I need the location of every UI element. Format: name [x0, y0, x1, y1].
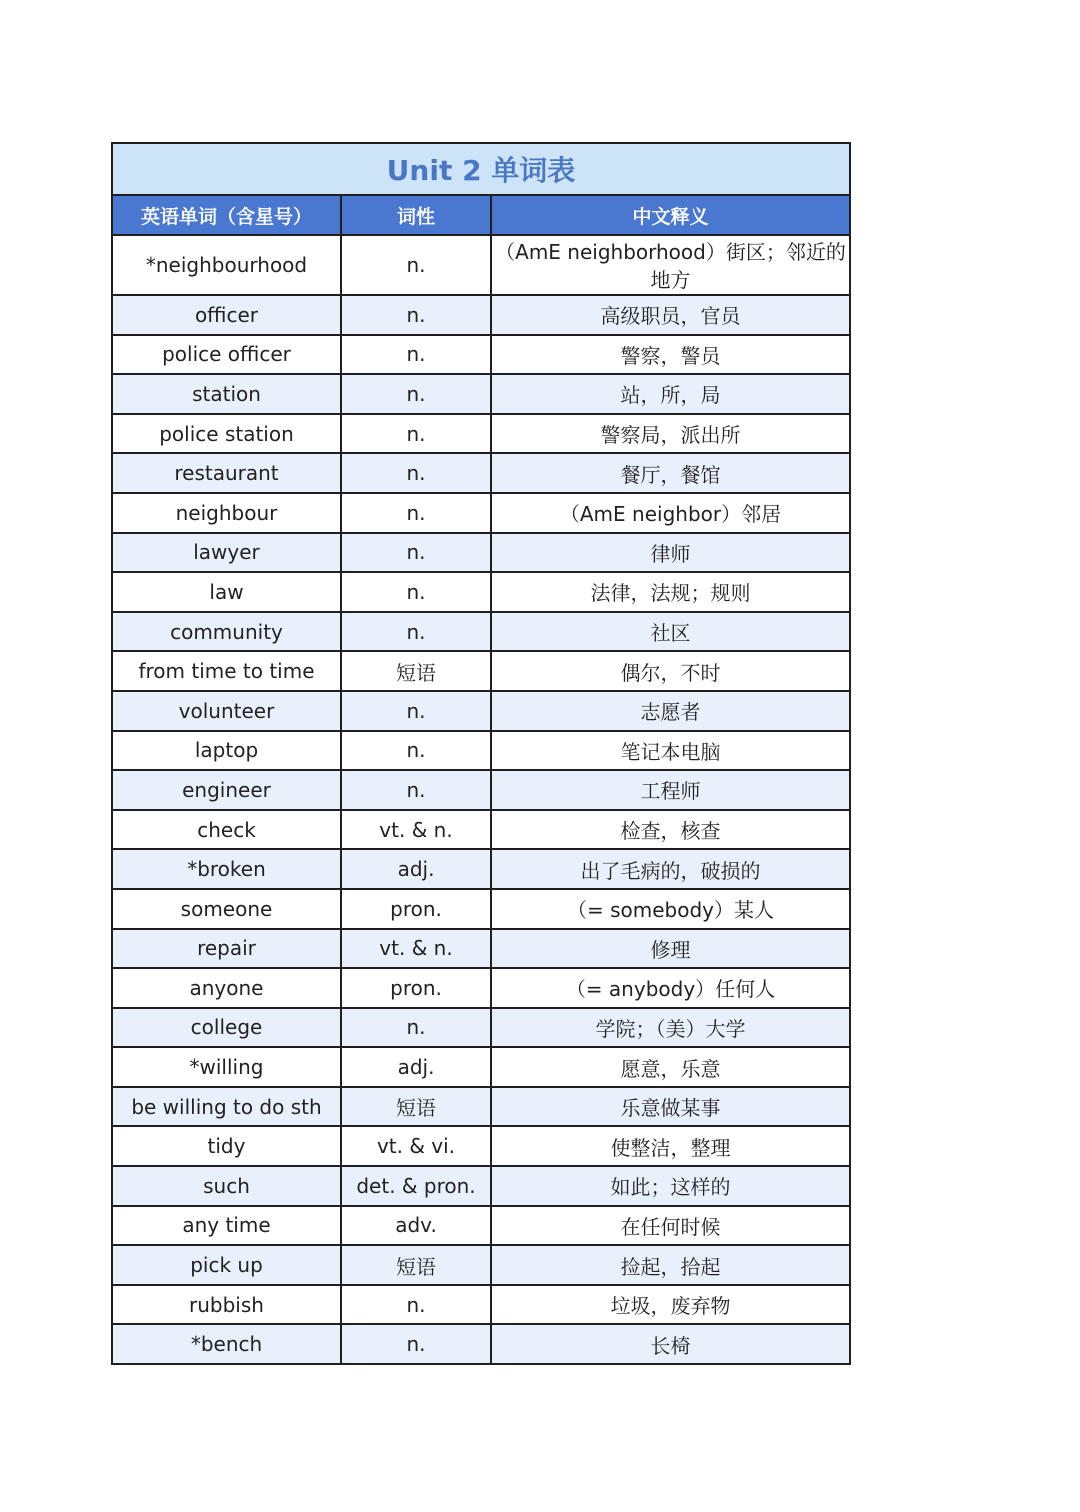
word-cell: *willing: [113, 1047, 341, 1087]
word-cell: rubbish: [113, 1285, 341, 1325]
word-cell: someone: [113, 889, 341, 929]
meaning-cell: 如此；这样的: [491, 1166, 849, 1206]
pos-cell: 短语: [341, 1245, 491, 1285]
meaning-cell: 垃圾，废弃物: [491, 1285, 849, 1325]
meaning-cell: 志愿者: [491, 691, 849, 731]
meaning-cell: 律师: [491, 533, 849, 573]
sheet-title: Unit 2 单词表: [386, 154, 576, 187]
meaning-cell: 高级职员，官员: [491, 295, 849, 335]
word-cell: repair: [113, 929, 341, 969]
pos-cell: n.: [341, 235, 491, 295]
table-row: [113, 374, 849, 414]
pos-cell: n.: [341, 1324, 491, 1363]
meaning-cell: 乐意做某事: [491, 1087, 849, 1127]
word-cell: police station: [113, 414, 341, 454]
table-row: [113, 968, 849, 1008]
pos-cell: n.: [341, 691, 491, 731]
meaning-cell: 捡起，拾起: [491, 1245, 849, 1285]
table-row: [113, 1166, 849, 1206]
meaning-cell: 餐厅，餐馆: [491, 453, 849, 493]
pos-cell: n.: [341, 414, 491, 454]
pos-cell: adv.: [341, 1206, 491, 1246]
pos-cell: n.: [341, 770, 491, 810]
word-cell: community: [113, 612, 341, 652]
word-cell: police officer: [113, 335, 341, 375]
header-row: [113, 196, 849, 235]
word-cell: any time: [113, 1206, 341, 1246]
word-cell: volunteer: [113, 691, 341, 731]
word-cell: check: [113, 810, 341, 850]
table-row: [113, 1206, 849, 1246]
word-cell: tidy: [113, 1126, 341, 1166]
word-cell: *bench: [113, 1324, 341, 1363]
pos-cell: adj.: [341, 849, 491, 889]
word-cell: restaurant: [113, 453, 341, 493]
table-row: [113, 572, 849, 612]
pos-cell: pron.: [341, 889, 491, 929]
table-row: [113, 1126, 849, 1166]
meaning-cell: 笔记本电脑: [491, 731, 849, 771]
table-row: [113, 1008, 849, 1048]
pos-cell: 短语: [341, 651, 491, 691]
header-meaning: 中文释义: [491, 196, 849, 235]
table-row: [113, 691, 849, 731]
meaning-cell: 工程师: [491, 770, 849, 810]
pos-cell: n.: [341, 453, 491, 493]
pos-cell: n.: [341, 533, 491, 573]
table-row: [113, 849, 849, 889]
table-row: [113, 1285, 849, 1325]
pos-cell: adj.: [341, 1047, 491, 1087]
table-row: [113, 235, 849, 295]
meaning-cell: 检查，核查: [491, 810, 849, 850]
table-row: [113, 651, 849, 691]
meaning-cell: 出了毛病的，破损的: [491, 849, 849, 889]
meaning-cell: 站，所，局: [491, 374, 849, 414]
header-pos: 词性: [341, 196, 491, 235]
meaning-cell: 社区: [491, 612, 849, 652]
vocabulary-table: [113, 196, 849, 1363]
meaning-cell: （= somebody）某人: [491, 889, 849, 929]
table-row: [113, 810, 849, 850]
word-cell: laptop: [113, 731, 341, 771]
pos-cell: det. & pron.: [341, 1166, 491, 1206]
word-cell: such: [113, 1166, 341, 1206]
meaning-cell: 学院；（美）大学: [491, 1008, 849, 1048]
meaning-cell: 在任何时候: [491, 1206, 849, 1246]
pos-cell: n.: [341, 572, 491, 612]
meaning-cell: 使整洁，整理: [491, 1126, 849, 1166]
pos-cell: n.: [341, 295, 491, 335]
pos-cell: n.: [341, 731, 491, 771]
pos-cell: pron.: [341, 968, 491, 1008]
table-row: [113, 414, 849, 454]
word-cell: lawyer: [113, 533, 341, 573]
table-row: [113, 295, 849, 335]
word-cell: officer: [113, 295, 341, 335]
table-row: [113, 770, 849, 810]
table-row: [113, 1245, 849, 1285]
word-cell: *neighbourhood: [113, 235, 341, 295]
word-cell: law: [113, 572, 341, 612]
word-cell: *broken: [113, 849, 341, 889]
table-row: [113, 335, 849, 375]
pos-cell: n.: [341, 1008, 491, 1048]
pos-cell: vt. & vi.: [341, 1126, 491, 1166]
table-row: [113, 453, 849, 493]
header-word: 英语单词（含星号）: [113, 196, 341, 235]
table-row: [113, 1324, 849, 1363]
pos-cell: n.: [341, 374, 491, 414]
word-cell: college: [113, 1008, 341, 1048]
table-row: [113, 493, 849, 533]
word-cell: anyone: [113, 968, 341, 1008]
meaning-cell: （AmE neighborhood）街区；邻近的地方: [491, 235, 849, 295]
table-row: [113, 1047, 849, 1087]
vocabulary-sheet: [111, 142, 851, 1365]
table-row: [113, 929, 849, 969]
pos-cell: vt. & n.: [341, 810, 491, 850]
meaning-cell: 修理: [491, 929, 849, 969]
meaning-cell: 长椅: [491, 1324, 849, 1363]
meaning-cell: 偶尔，不时: [491, 651, 849, 691]
pos-cell: 短语: [341, 1087, 491, 1127]
meaning-cell: （= anybody）任何人: [491, 968, 849, 1008]
table-row: [113, 612, 849, 652]
pos-cell: vt. & n.: [341, 929, 491, 969]
word-cell: engineer: [113, 770, 341, 810]
meaning-cell: （AmE neighbor）邻居: [491, 493, 849, 533]
table-row: [113, 731, 849, 771]
pos-cell: n.: [341, 1285, 491, 1325]
meaning-cell: 警察，警员: [491, 335, 849, 375]
word-cell: station: [113, 374, 341, 414]
meaning-cell: 愿意，乐意: [491, 1047, 849, 1087]
word-cell: be willing to do sth: [113, 1087, 341, 1127]
table-body: [113, 235, 849, 1363]
word-cell: from time to time: [113, 651, 341, 691]
meaning-cell: 法律，法规；规则: [491, 572, 849, 612]
pos-cell: n.: [341, 335, 491, 375]
table-row: [113, 889, 849, 929]
pos-cell: n.: [341, 493, 491, 533]
title-row: [113, 144, 849, 196]
meaning-cell: 警察局，派出所: [491, 414, 849, 454]
table-row: [113, 1087, 849, 1127]
word-cell: pick up: [113, 1245, 341, 1285]
pos-cell: n.: [341, 612, 491, 652]
word-cell: neighbour: [113, 493, 341, 533]
table-row: [113, 533, 849, 573]
